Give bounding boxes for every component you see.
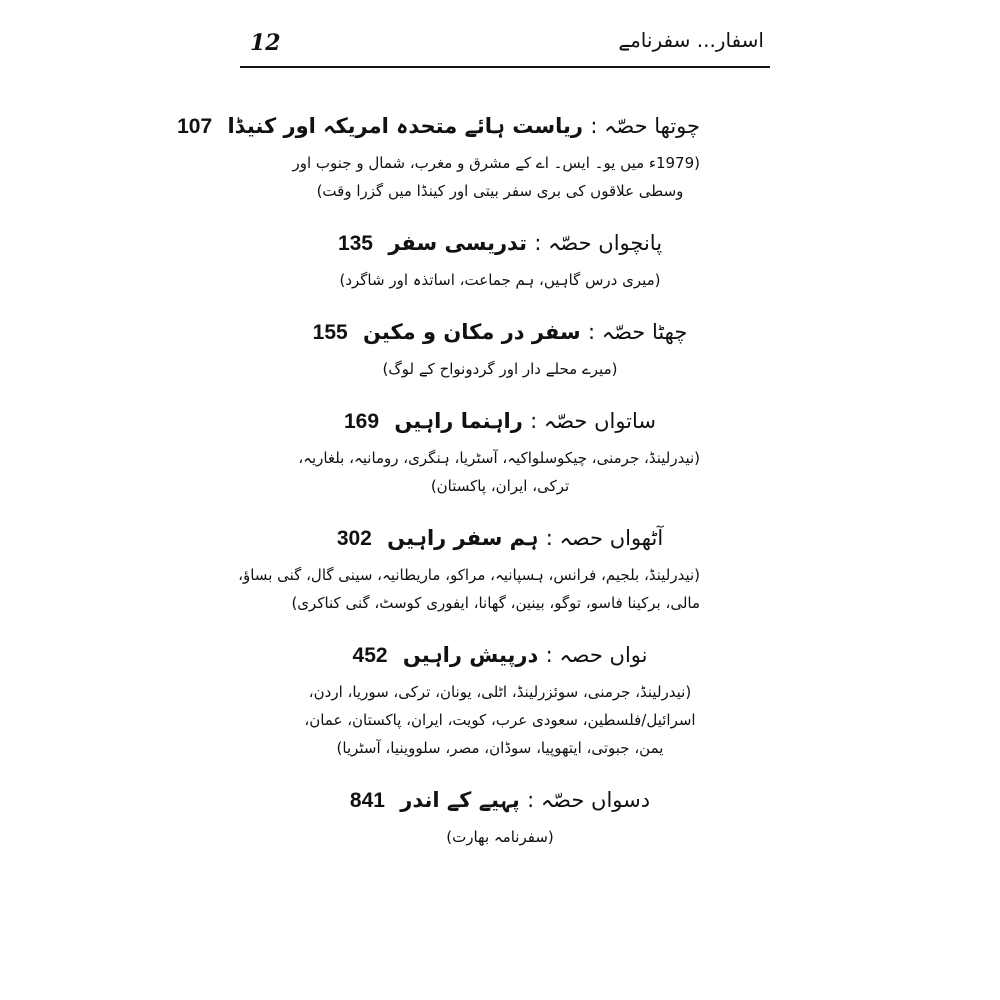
toc-section-8 xyxy=(238,522,700,617)
section-title: راہنما راہیں xyxy=(394,409,523,433)
description-line: وسطی علاقوں کی بری سفر بیتی اور کینڈا میں گزرا وقت) xyxy=(316,182,684,200)
description-line: (نیدرلینڈ، بلجیم، فرانس، ہسپانیہ، مراکو، ماریطانیہ، سینی گال، گنی بساؤ، xyxy=(238,566,700,584)
section-heading xyxy=(300,227,700,260)
section-description xyxy=(238,561,700,617)
page-number: 12 xyxy=(250,30,281,56)
section-label: دسواں حصّہ : xyxy=(527,788,651,812)
section-label: آٹھواں حصہ : xyxy=(545,526,664,550)
description-line: (میرے محلے دار اور گردونواح کے لوگ) xyxy=(382,360,618,378)
section-heading xyxy=(300,405,700,438)
header-rule xyxy=(240,66,770,68)
section-description xyxy=(300,678,700,762)
section-label: نواں حصہ : xyxy=(545,643,648,667)
section-title: درپیش راہیں xyxy=(402,643,539,667)
section-title: ہم سفر راہیں xyxy=(387,526,539,550)
section-title: تدریسی سفر xyxy=(388,231,528,255)
page-header xyxy=(240,22,770,68)
section-page-number: 452 xyxy=(352,644,388,667)
toc-section-4 xyxy=(177,110,700,205)
running-title: اسفار... سفرنامے xyxy=(618,28,764,52)
section-heading xyxy=(300,316,700,349)
table-of-contents xyxy=(177,110,700,873)
section-description xyxy=(300,444,700,500)
section-heading xyxy=(177,110,700,143)
description-line: یمن، جبوتی، ایتھوپیا، سوڈان، مصر، سلووینیا، آسٹریا) xyxy=(336,739,664,757)
toc-section-9 xyxy=(300,639,700,762)
toc-section-7 xyxy=(300,405,700,500)
section-title: ریاست ہائے متحدہ امریکہ اور کنیڈا xyxy=(227,114,583,138)
section-heading xyxy=(300,784,700,817)
section-label: پانچواں حصّہ : xyxy=(534,231,663,255)
section-label: چوتھا حصّہ : xyxy=(590,114,700,138)
toc-section-10 xyxy=(300,784,700,851)
section-page-number: 302 xyxy=(336,527,372,550)
section-page-number: 107 xyxy=(177,115,213,138)
section-page-number: 841 xyxy=(349,789,385,812)
description-line: (میری درس گاہیں، ہم جماعت، اساتذہ اور شاگرد) xyxy=(339,271,661,289)
section-label: ساتواں حصّہ : xyxy=(530,409,657,433)
description-line: (نیدرلینڈ، جرمنی، چیکوسلواکیہ، آسٹریا، ہنگری، رومانیہ، بلغاریہ، xyxy=(298,449,700,467)
section-description xyxy=(300,355,700,383)
description-line: ترکی، ایران، پاکستان) xyxy=(430,477,570,495)
section-title: پہیے کے اندر xyxy=(400,788,520,812)
section-label: چھٹا حصّہ : xyxy=(588,320,688,344)
section-page-number: 155 xyxy=(312,321,348,344)
section-title: سفر در مکان و مکین xyxy=(363,320,581,344)
section-description xyxy=(300,823,700,851)
description-line: (سفرنامہ بھارت) xyxy=(446,828,554,846)
section-description xyxy=(292,149,700,205)
description-line: (نیدرلینڈ، جرمنی، سوئزرلینڈ، اٹلی، یونان، ترکی، سوریا، اردن، xyxy=(308,683,692,701)
description-line: مالی، برکینا فاسو، توگو، بینین، گھانا، ایفوری کوسٹ، گنی کناکری) xyxy=(291,594,700,612)
description-line: اسرائیل/فلسطین، سعودی عرب، کویت، ایران، پاکستان، عمان، xyxy=(304,711,696,729)
description-line: (1979ء میں یو۔ ایس۔ اے کے مشرق و مغرب، شمال و جنوب اور xyxy=(292,154,700,172)
toc-section-5 xyxy=(300,227,700,294)
toc-section-6 xyxy=(300,316,700,383)
section-heading xyxy=(300,522,700,555)
section-page-number: 135 xyxy=(337,232,373,255)
section-heading xyxy=(300,639,700,672)
section-page-number: 169 xyxy=(343,410,380,433)
section-description xyxy=(300,266,700,294)
